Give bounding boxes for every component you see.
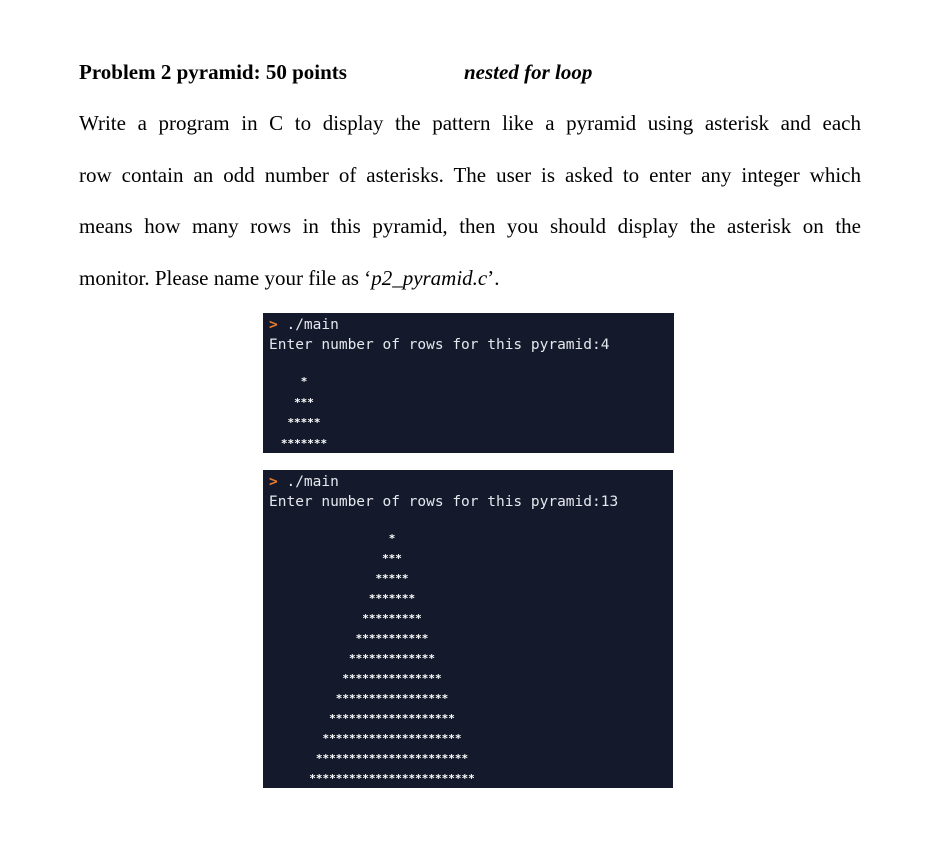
pyramid-row: ********* (362, 612, 422, 625)
description-line: row contain an odd number of asterisks. The user is asked to enter any integer which (79, 162, 861, 187)
problem-description (79, 98, 861, 304)
pyramid-row: ***************** (335, 692, 449, 705)
pyramid-row: *** (382, 552, 402, 565)
description-last-line-prefix: monitor. Please name your file as ‘ (79, 265, 372, 290)
description-line: Write a program in C to display the pattern like a pyramid using asterisk and each (79, 111, 861, 135)
pyramid-row: *************** (342, 672, 442, 685)
pyramid-row: ************************* (309, 772, 475, 785)
file-name: p2_pyramid.c (371, 265, 488, 290)
description-last-line (79, 253, 861, 305)
pyramid-row: ***** (287, 416, 321, 429)
pyramid-row: *********************** (315, 752, 469, 765)
problem-title: Problem 2 pyramid: 50 points (79, 60, 347, 84)
command-line (269, 315, 339, 335)
command-line (269, 472, 339, 492)
pyramid-row: ************* (348, 652, 436, 665)
prompt-arrow-icon: > (269, 474, 278, 490)
prompt-output: Enter number of rows for this pyramid:4 (269, 337, 610, 353)
pyramid-row: ******* (368, 592, 416, 605)
terminal-output-13-rows (263, 470, 673, 788)
command-text: ./main (277, 474, 339, 490)
pyramid-row: ******* (280, 436, 328, 450)
pyramid-row: * (300, 375, 308, 388)
prompt-output: Enter number of rows for this pyramid:13 (269, 494, 619, 510)
prompt-arrow-icon: > (269, 317, 278, 333)
description-line: means how many rows in this pyramid, then you should display the asterisk on the (79, 214, 861, 238)
terminal-output-4-rows (263, 313, 674, 453)
pyramid-row: ********************* (322, 732, 462, 745)
problem-header (79, 58, 879, 86)
description-last-line-suffix: ’. (487, 265, 500, 290)
pyramid-row: ***** (375, 572, 409, 585)
problem-topic: nested for loop (464, 60, 593, 84)
pyramid-row: *** (294, 395, 314, 409)
pyramid-row: ******************* (329, 712, 455, 725)
pyramid-row: * (388, 532, 396, 545)
command-text: ./main (277, 317, 339, 333)
pyramid-row: *********** (355, 632, 429, 645)
